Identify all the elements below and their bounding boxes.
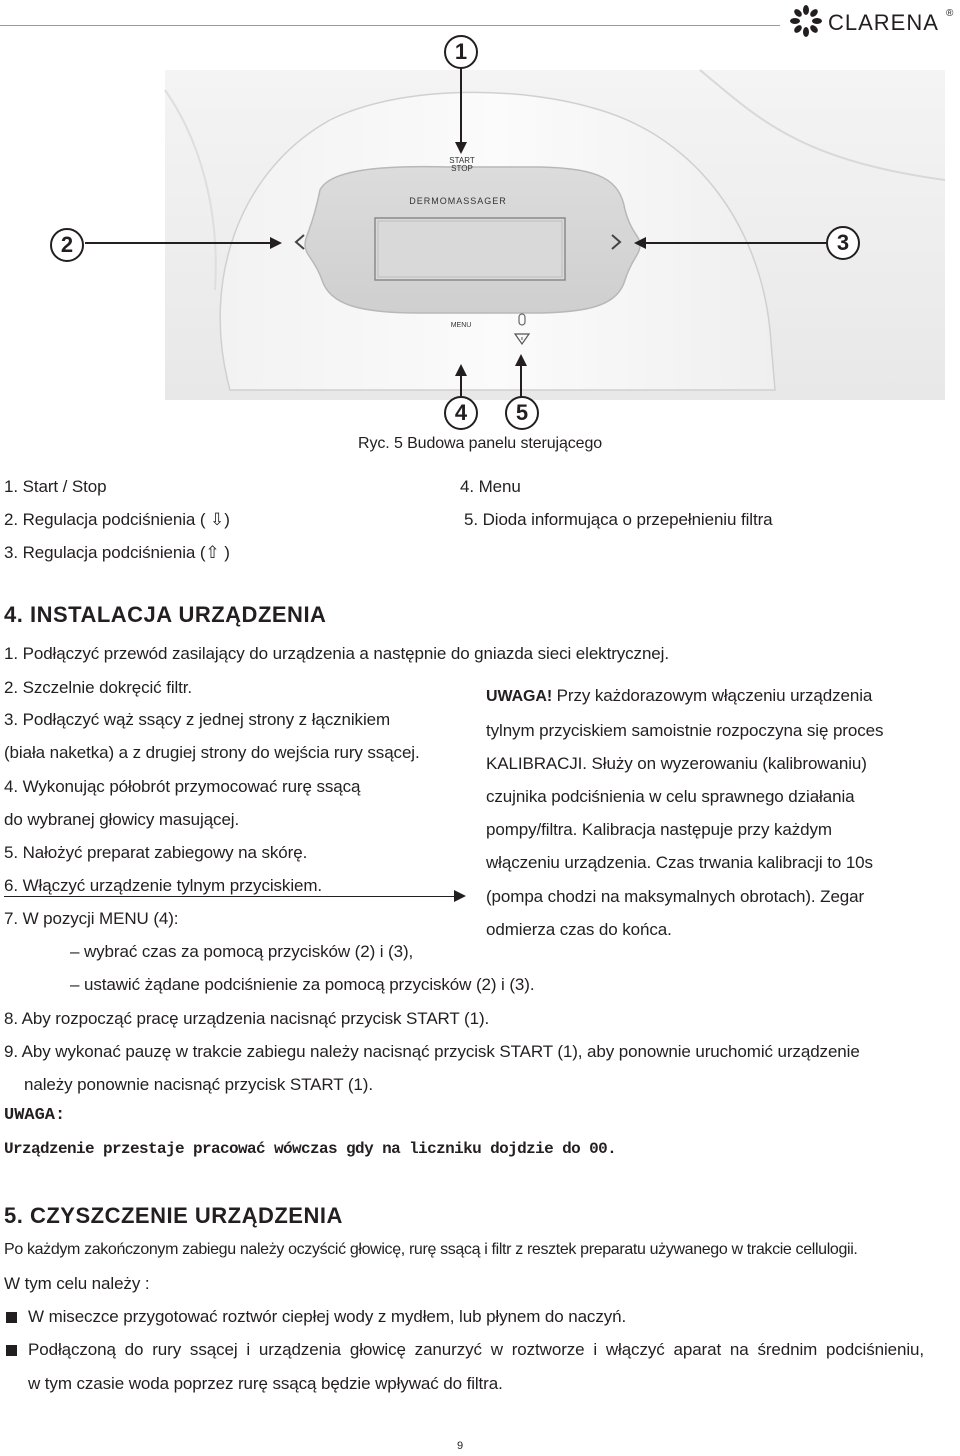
panel-start-line1: START xyxy=(449,156,475,165)
section-4-heading: 4. INSTALACJA URZĄDZENIA xyxy=(4,602,327,627)
install-step: 2. Szczelnie dokręcić filtr. xyxy=(4,678,193,697)
install-step: do wybranej głowicy masującej. xyxy=(4,810,240,829)
install-step: 8. Aby rozpocząć pracę urządzenia nacisnąć przycisk START (1). xyxy=(4,1009,490,1028)
legend-item: 4. Menu xyxy=(460,477,521,496)
callout-4: 4 xyxy=(444,396,478,430)
cleaning-bullet: W miseczce przygotować roztwór ciepłej wody z mydłem, lub płynem do naczyń. xyxy=(28,1307,627,1326)
section-5-heading: 5. CZYSZCZENIE URZĄDZENIA xyxy=(4,1203,343,1228)
install-step: 5. Nałożyć preparat zabiegowy na skórę. xyxy=(4,843,308,862)
legend-item: 3. Regulacja podciśnienia (⇧ ) xyxy=(4,543,230,562)
note-lead: UWAGA! xyxy=(486,688,553,705)
header-rule xyxy=(0,25,780,26)
install-step: 7. W pozycji MENU (4): xyxy=(4,909,179,928)
legend-item: 1. Start / Stop xyxy=(4,477,107,496)
note-line: (pompa chodzi na maksymalnych obrotach). Zegar xyxy=(486,887,865,906)
install-step-cont: należy ponownie nacisnąć przycisk START (1). xyxy=(24,1075,373,1094)
install-step: 4. Wykonując półobrót przymocować rurę ssącą xyxy=(4,777,361,796)
arrow-to-note-icon xyxy=(452,889,468,903)
install-step: (biała naketka) a z drugiej strony do wejścia rury ssącej. xyxy=(4,743,420,762)
note-line: pompy/filtra. Kalibracja następuje przy każdym xyxy=(486,820,832,839)
install-substep: – wybrać czas za pomocą przycisków (2) i (3), xyxy=(70,942,414,961)
bullet-square-icon xyxy=(6,1312,17,1323)
callout-2: 2 xyxy=(50,228,84,262)
warning-text: Urządzenie przestaje pracować wówczas gdy na liczniku dojdzie do 00. xyxy=(4,1140,617,1158)
note-line: czujnika podciśnienia w celu sprawnego działania xyxy=(486,787,855,806)
note-line: Przy każdorazowym włączeniu urządzenia xyxy=(552,686,873,705)
install-step: 6. Włączyć urządzenie tylnym przyciskiem. xyxy=(4,876,323,895)
cleaning-intro-2: W tym celu należy : xyxy=(4,1274,150,1293)
install-step: 1. Podłączyć przewód zasilający do urządzenia a następnie do gniazda sieci elektrycznej. xyxy=(4,644,669,663)
legend-item: 2. Regulacja podciśnienia ( ⇩) xyxy=(4,510,230,529)
note-line: włączeniu urządzenia. Czas trwania kalibracji to 10s xyxy=(486,853,873,872)
panel-menu-label: MENU xyxy=(450,322,472,329)
cleaning-bullet: Podłączoną do rury ssącej i urządzenia głowicę zanurzyć w roztworze i włączyć aparat na średnim podciśnieniu, xyxy=(28,1340,924,1359)
note-line: KALIBRACJI. Służy on wyzerowaniu (kalibrowaniu) xyxy=(486,754,867,773)
cleaning-intro: Po każdym zakończonym zabiegu należy oczyścić głowicę, rurę ssącą i filtr z resztek preparatu używanego w trakcie cellulogii. xyxy=(4,1241,858,1258)
bullet-square-icon xyxy=(6,1345,17,1356)
install-step: 3. Podłączyć wąż ssący z jednej strony z łącznikiem xyxy=(4,710,391,729)
install-substep: – ustawić żądane podciśnienie za pomocą przycisków (2) i (3). xyxy=(70,975,535,994)
callout-1: 1 xyxy=(444,35,478,69)
panel-title: DERMOMASSAGER xyxy=(409,196,507,206)
warning-label: UWAGA: xyxy=(4,1106,66,1125)
cleaning-bullet-cont: w tym czasie woda poprzez rurę ssącą będzie wpływać do filtra. xyxy=(28,1374,503,1393)
callout-5: 5 xyxy=(505,396,539,430)
registered-mark: ® xyxy=(946,8,954,19)
callout-3: 3 xyxy=(826,226,860,260)
note-line: tylnym przyciskiem samoistnie rozpoczyna się proces xyxy=(486,721,884,740)
panel-start-label xyxy=(440,157,484,173)
install-step: 9. Aby wykonać pauzę w trakcie zabiegu należy nacisnąć przycisk START (1), aby ponownie uruchomić urządzenie xyxy=(4,1042,860,1061)
control-panel-illustration xyxy=(0,30,960,430)
legend-item: 5. Dioda informująca o przepełnieniu filtra xyxy=(464,510,773,529)
brand-name: CLARENA xyxy=(828,10,939,35)
step-6-underline xyxy=(4,896,456,897)
page-number: 9 xyxy=(456,1440,464,1452)
note-line: odmierza czas do końca. xyxy=(486,920,672,939)
control-panel-figure xyxy=(0,30,960,430)
figure-caption: Ryc. 5 Budowa panelu sterującego xyxy=(358,435,603,452)
panel-start-line2: STOP xyxy=(451,164,473,173)
